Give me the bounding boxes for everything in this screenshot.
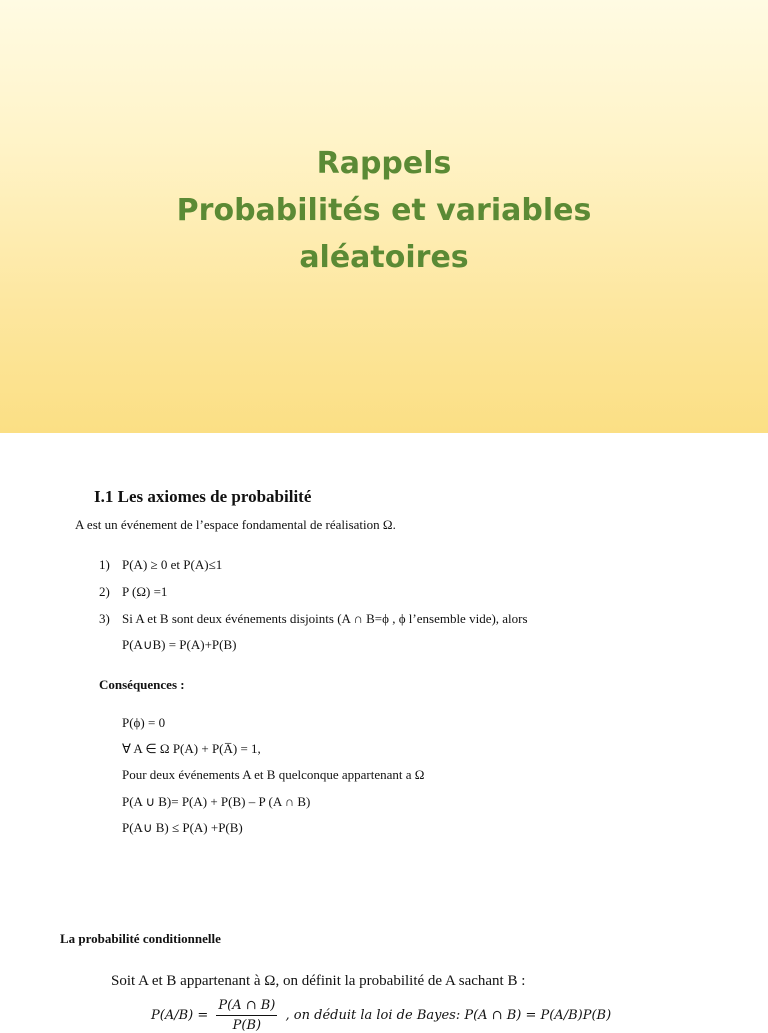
slide-title-line-1: Rappels [316, 146, 452, 181]
axiom-1-text: P(A) ≥ 0 et P(A)≤1 [122, 557, 223, 572]
formula-denominator: P(B) [232, 1018, 262, 1033]
formula-numerator: P(A ∩ B) [216, 998, 277, 1016]
consequence-2: ∀ A ∈ Ω P(A) + P(A̅) = 1, [122, 741, 261, 756]
section-heading: I.1 Les axiomes de probabilité [94, 487, 312, 506]
formula-rest: , on déduit la loi de Bayes: P(A ∩ B) = P(A/B)P(B) [285, 1008, 612, 1023]
document-page [0, 433, 768, 1033]
consequence-3: Pour deux événements A et B quelconque appartenant a Ω [122, 767, 425, 782]
consequence-4: P(A ∪ B)= P(A) + P(B) – P (A ∩ B) [122, 794, 311, 809]
axiom-3-formula: P(A∪B) = P(A)+P(B) [122, 637, 237, 652]
slide-title-line-3: aléatoires [299, 240, 469, 275]
conditional-intro: Soit A et B appartenant à Ω, on définit la probabilité de A sachant B : [111, 973, 526, 989]
slide-title-line-2: Probabilités et variables [176, 193, 592, 228]
axiom-2-text: P (Ω) =1 [122, 584, 168, 599]
consequence-5: P(A∪ B) ≤ P(A) +P(B) [122, 820, 243, 835]
bayes-formula [151, 998, 611, 1033]
slide-title [0, 140, 768, 281]
axiom-1-number: 1) [99, 557, 110, 572]
consequence-1: P(ϕ) = 0 [122, 715, 166, 730]
formula-lhs: P(A/B) = [151, 1008, 209, 1023]
axiom-3-text: Si A et B sont deux événements disjoints (A ∩ B=ϕ , ϕ l’ensemble vide), alors [122, 611, 528, 626]
title-slide [0, 0, 768, 433]
consequences-label: Conséquences : [99, 677, 185, 692]
axiom-3-number: 3) [99, 611, 110, 626]
conditional-heading: La probabilité conditionnelle [60, 931, 221, 946]
formula-fraction [216, 998, 277, 1033]
section-intro: A est un événement de l’espace fondamental de réalisation Ω. [75, 517, 396, 532]
axiom-2-number: 2) [99, 584, 110, 599]
